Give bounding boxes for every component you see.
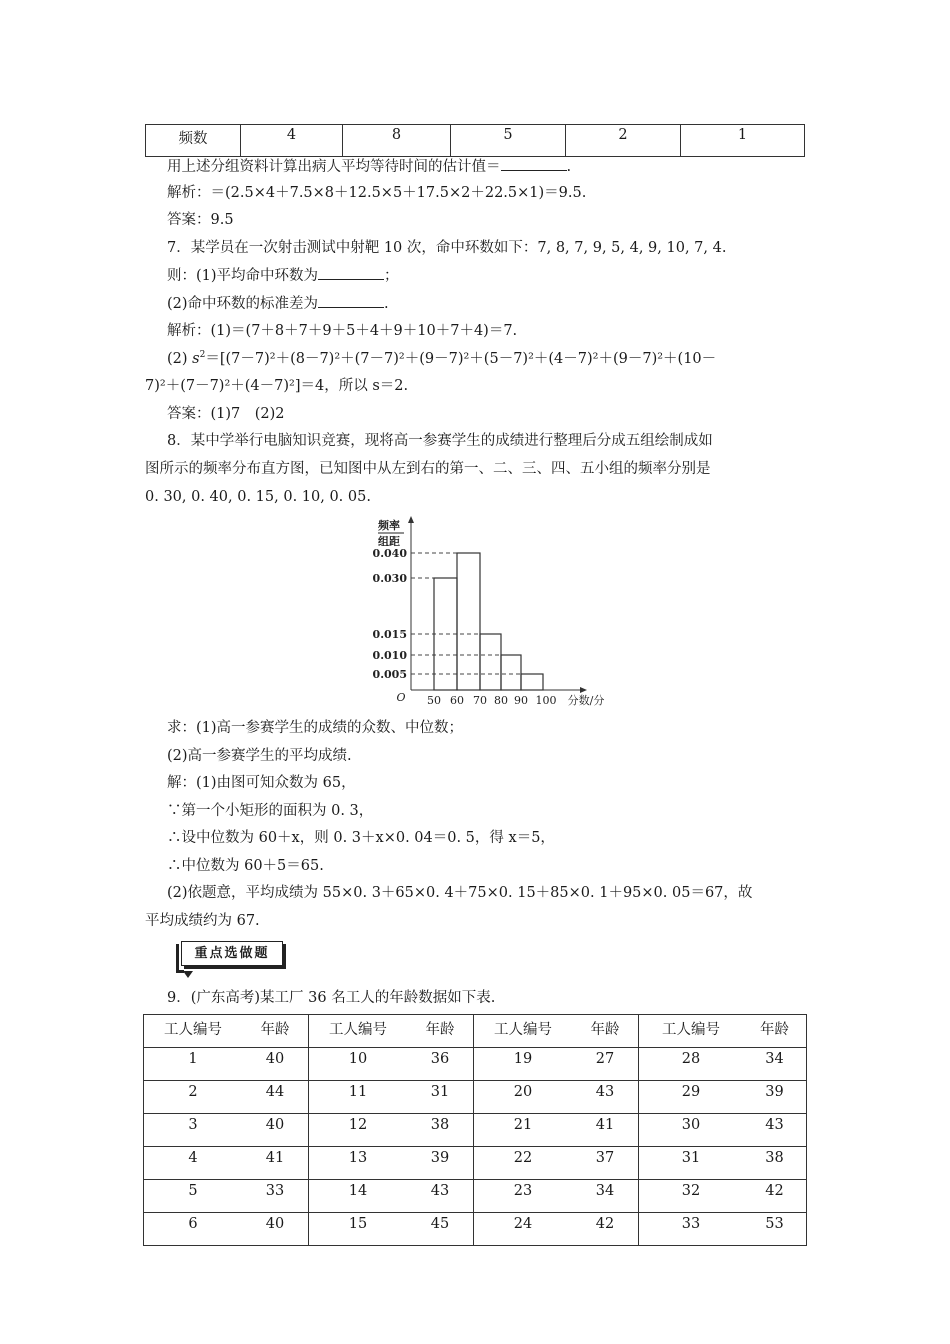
x-tick: 60 [450, 694, 464, 707]
table-cell: 23 [474, 1180, 573, 1213]
header-cell: 工人编号 [144, 1015, 243, 1048]
table-cell: 14 [309, 1180, 408, 1213]
table-cell: 45 [407, 1213, 474, 1246]
q7-analysis2-line1: (2) $s^2=[(7-7)^2+(8-7)^2+(7-7)^2+(9-7)^2+(5-7)^2+(4-7)^2+(9-7)^2+(10-$ [167, 350, 717, 367]
y-tick: 0.015 [372, 628, 407, 641]
table-cell: 43 [743, 1114, 807, 1147]
table-cell: 34 [743, 1048, 807, 1081]
table-cell: 42 [743, 1180, 807, 1213]
header-cell: 工人编号 [639, 1015, 744, 1048]
table-cell: 8 [343, 125, 451, 157]
q7-analysis2-line2: 7)²＋(7－7)²＋(4－7)²]＝4，所以 s＝2. [145, 378, 409, 394]
table-row [144, 1180, 807, 1213]
bar-90-100 [521, 674, 543, 690]
x-axis-arrow-icon [580, 687, 587, 693]
q8-sol2: ∵第一个小矩形的面积为 0. 3， [167, 803, 374, 819]
table-cell: 1 [144, 1048, 243, 1081]
table-cell: 36 [407, 1048, 474, 1081]
header-cell: 工人编号 [309, 1015, 408, 1048]
table-cell: 38 [407, 1114, 474, 1147]
table-cell: 33 [242, 1180, 309, 1213]
q8-ask2: (2)高一参赛学生的平均成绩. [167, 748, 352, 764]
x-tick: 50 [427, 694, 441, 707]
table-row [144, 1213, 807, 1246]
header-cell: 工人编号 [474, 1015, 573, 1048]
table-cell: 3 [144, 1114, 243, 1147]
q8-sol1: 解：(1)由图可知众数为 65， [167, 775, 356, 791]
age-table [143, 1014, 807, 1246]
table-cell: 4 [241, 125, 343, 157]
table-cell: 39 [407, 1147, 474, 1180]
x-tick: 70 [473, 694, 487, 707]
table-cell: 42 [572, 1213, 639, 1246]
table-cell: 11 [309, 1081, 408, 1114]
origin-label: O [396, 691, 406, 704]
answer-blank [318, 293, 384, 308]
bar-80-90 [501, 655, 521, 690]
table-cell: 2 [144, 1081, 243, 1114]
header-cell: 年龄 [407, 1015, 474, 1048]
table-row [146, 125, 805, 157]
q8-stem-line1: 8．某中学举行电脑知识竞赛，现将高一参赛学生的成绩进行整理后分成五组绘制成如 [167, 433, 713, 449]
y-tick: 0.005 [372, 668, 407, 681]
table-cell: 24 [474, 1213, 573, 1246]
table-cell: 43 [572, 1081, 639, 1114]
table-row [144, 1081, 807, 1114]
table-cell: 29 [639, 1081, 744, 1114]
header-cell: 年龄 [572, 1015, 639, 1048]
table-cell: 33 [639, 1213, 744, 1246]
table-cell: 44 [242, 1081, 309, 1114]
table-cell: 31 [639, 1147, 744, 1180]
q8-stem-line2: 图所示的频率分布直方图，已知图中从左到右的第一、二、三、四、五小组的频率分别是 [145, 461, 711, 477]
table-cell: 34 [572, 1180, 639, 1213]
table-cell: 5 [451, 125, 566, 157]
q8-sol3: ∴设中位数为 60＋x，则 0. 3＋x×0. 04＝0. 5，得 x＝5， [167, 830, 555, 846]
q6-answer: 答案：9.5 [167, 212, 234, 228]
q7-stem: 7．某学员在一次射击测试中射靶 10 次，命中环数如下：7, 8, 7, 9, 5, 4, 9, 10, 7, 4. [167, 240, 727, 256]
table-cell: 15 [309, 1213, 408, 1246]
table-header-row [144, 1015, 807, 1048]
q7-sub2: (2)命中环数的标准差为 . [167, 293, 389, 314]
q7-answer: 答案：(1)7 (2)2 [167, 406, 285, 422]
table-cell: 40 [242, 1114, 309, 1147]
table-cell: 41 [242, 1147, 309, 1180]
table-cell: 1 [681, 125, 805, 157]
y-tick: 0.030 [372, 572, 407, 585]
table-row [144, 1147, 807, 1180]
table-cell: 53 [743, 1213, 807, 1246]
table-cell: 6 [144, 1213, 243, 1246]
answer-blank [501, 156, 567, 171]
table-cell: 19 [474, 1048, 573, 1081]
y-label-top: 频率 [378, 519, 400, 532]
q7-analysis1: 解析：(1)＝(7＋8＋7＋9＋5＋4＋9＋10＋7＋4)＝7. [167, 323, 518, 339]
frequency-table [145, 124, 805, 157]
table-cell: 10 [309, 1048, 408, 1081]
bar-70-80 [480, 634, 501, 690]
x-tick: 90 [514, 694, 528, 707]
table-cell: 41 [572, 1114, 639, 1147]
y-tick: 0.010 [372, 649, 407, 662]
table-cell: 38 [743, 1147, 807, 1180]
q7-sub1: 则：(1)平均命中环数为 ； [167, 265, 399, 286]
q8-sol5-line2: 平均成绩约为 67. [145, 913, 260, 929]
y-label-bottom: 组距 [378, 535, 400, 548]
q6-prompt: 用上述分组资料计算出病人平均等待时间的估计值＝ . [167, 156, 571, 177]
table-cell: 30 [639, 1114, 744, 1147]
table-cell: 27 [572, 1048, 639, 1081]
table-cell: 12 [309, 1114, 408, 1147]
frequency-histogram [360, 512, 620, 712]
table-cell: 39 [743, 1081, 807, 1114]
table-cell: 2 [566, 125, 681, 157]
table-cell: 5 [144, 1180, 243, 1213]
section-badge: 重点选做题 [181, 941, 283, 966]
table-row [144, 1114, 807, 1147]
table-cell: 37 [572, 1147, 639, 1180]
table-cell: 20 [474, 1081, 573, 1114]
q8-stem-line3: 0. 30, 0. 40, 0. 15, 0. 10, 0. 05. [145, 489, 371, 505]
y-axis-arrow-icon [408, 516, 414, 523]
table-cell: 40 [242, 1048, 309, 1081]
x-axis-label: 分数/分 [567, 694, 605, 707]
x-tick: 100 [535, 694, 557, 707]
q8-ask1: 求：(1)高一参赛学生的成绩的众数、中位数； [167, 720, 464, 736]
q6-analysis: 解析：＝(2.5×4＋7.5×8＋12.5×5＋17.5×2＋22.5×1)＝9.5. [167, 185, 587, 201]
answer-blank [318, 265, 384, 280]
table-cell: 22 [474, 1147, 573, 1180]
table-cell: 32 [639, 1180, 744, 1213]
q8-sol5-line1: (2)依题意，平均成绩为 55×0. 3＋65×0. 4＋75×0. 15＋85×0. 1＋95×0. 05＝67，故 [167, 885, 753, 901]
q9-stem: 9．(广东高考)某工厂 36 名工人的年龄数据如下表. [167, 990, 496, 1006]
bar-60-70 [457, 553, 480, 690]
header-cell: 年龄 [743, 1015, 807, 1048]
table-cell: 28 [639, 1048, 744, 1081]
table-cell: 4 [144, 1147, 243, 1180]
header-cell: 年龄 [242, 1015, 309, 1048]
x-tick: 80 [494, 694, 508, 707]
arrow-down-icon [183, 971, 193, 978]
y-tick: 0.040 [372, 547, 407, 560]
q8-sol4: ∴中位数为 60＋5＝65. [167, 858, 324, 874]
table-cell: 43 [407, 1180, 474, 1213]
table-cell: 21 [474, 1114, 573, 1147]
table-cell: 40 [242, 1213, 309, 1246]
table-cell: 13 [309, 1147, 408, 1180]
row-label: 频数 [146, 125, 241, 157]
table-cell: 31 [407, 1081, 474, 1114]
table-row [144, 1048, 807, 1081]
